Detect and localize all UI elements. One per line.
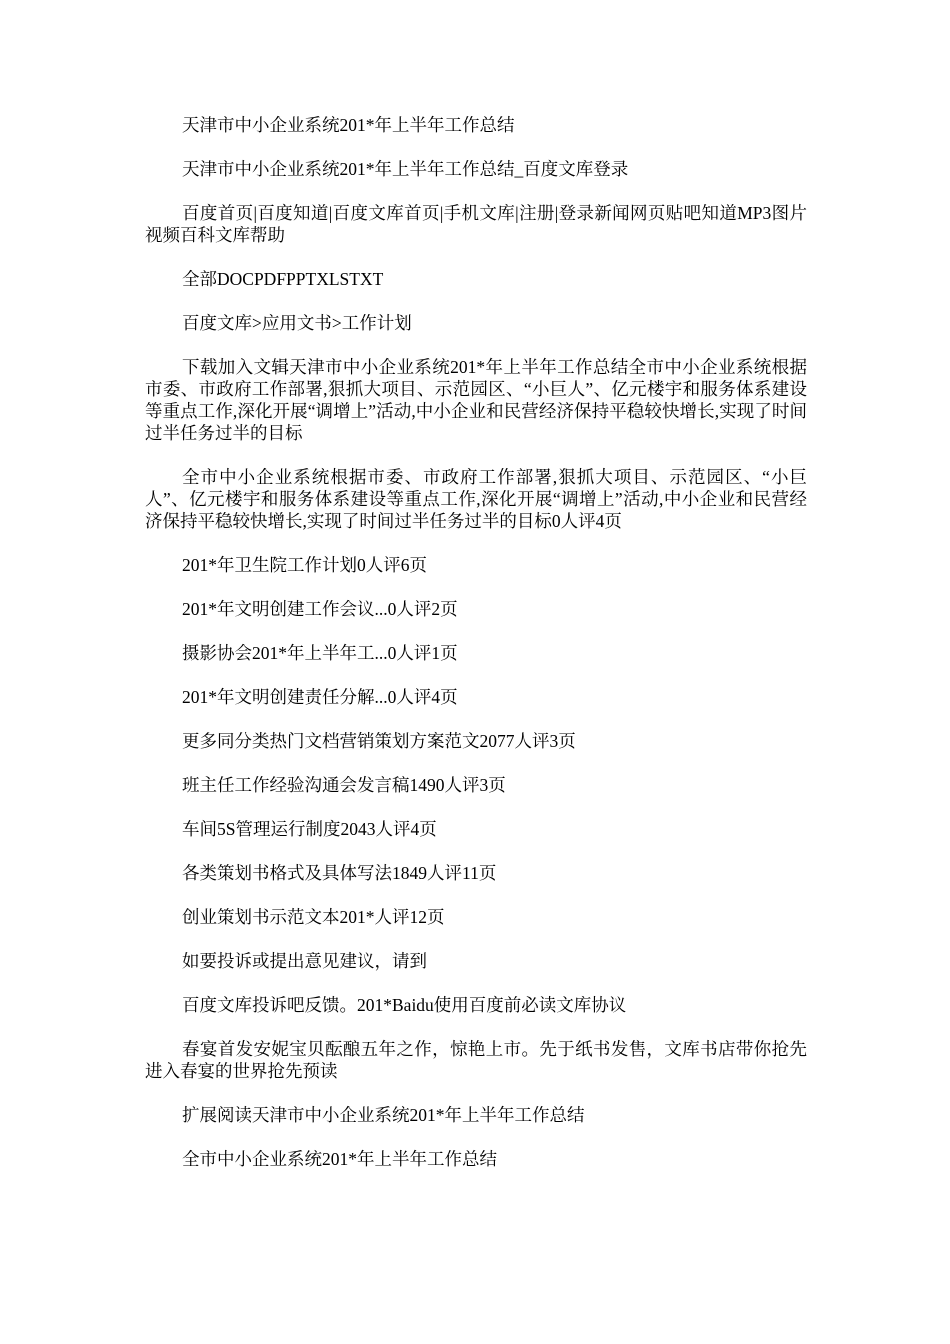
document-abstract: 全市中小企业系统根据市委、市政府工作部署,狠抓大项目、示范园区、“小巨人”、亿元楼宇和服务体系建设等重点工作,深化开展“调增上”活动,中小企业和民营经济保持平稳较快增长,实现了时间过半任务过半的目标0人评4页 — [145, 467, 807, 531]
breadcrumb: 百度文库>应用文书>工作计划 — [182, 313, 412, 333]
related-doc: 201*年文明创建责任分解...0人评4页 — [182, 687, 458, 707]
popular-doc: 创业策划书示范文本201*人评12页 — [182, 907, 445, 927]
format-filter: 全部DOCPDFPPTXLSTXT — [182, 269, 384, 289]
related-doc: 201*年卫生院工作计划0人评6页 — [182, 555, 427, 575]
document-summary: 下载加入文辑天津市中小企业系统201*年上半年工作总结全市中小企业系统根据市委、市政府工作部署,狠抓大项目、示范园区、“小巨人”、亿元楼宇和服务体系建设等重点工作,深化开展“调增上”活动,中小企业和民营经济保持平稳较快增长,实现了时间过半任务过半的目标 — [145, 357, 807, 443]
popular-doc: 更多同分类热门文档营销策划方案范文2077人评3页 — [182, 731, 576, 751]
feedback-note: 如要投诉或提出意见建议，请到 — [182, 951, 427, 971]
footer-note: 百度文库投诉吧反馈。201*Baidu使用百度前必读文库协议 — [182, 995, 627, 1015]
page-heading: 天津市中小企业系统201*年上半年工作总结_百度文库登录 — [182, 159, 629, 179]
related-doc: 摄影协会201*年上半年工...0人评1页 — [182, 643, 458, 663]
nav-links: 百度首页|百度知道|百度文库首页|手机文库|注册|登录新闻网页贴吧知道MP3图片视频百科文库帮助 — [145, 203, 807, 245]
document-title: 天津市中小企业系统201*年上半年工作总结 — [182, 115, 515, 135]
popular-doc: 班主任工作经验沟通会发言稿1490人评3页 — [182, 775, 506, 795]
related-doc: 201*年文明创建工作会议...0人评2页 — [182, 599, 458, 619]
promo-text: 春宴首发安妮宝贝酝酿五年之作，惊艳上市。先于纸书发售，文库书店带你抢先进入春宴的世界抢先预读 — [145, 1039, 807, 1081]
document-body — [145, 114, 807, 1192]
extended-reading: 扩展阅读天津市中小企业系统201*年上半年工作总结 — [182, 1105, 585, 1125]
popular-doc: 各类策划书格式及具体写法1849人评11页 — [182, 863, 497, 883]
section-title: 全市中小企业系统201*年上半年工作总结 — [182, 1149, 497, 1169]
popular-doc: 车间5S管理运行制度2043人评4页 — [182, 819, 437, 839]
